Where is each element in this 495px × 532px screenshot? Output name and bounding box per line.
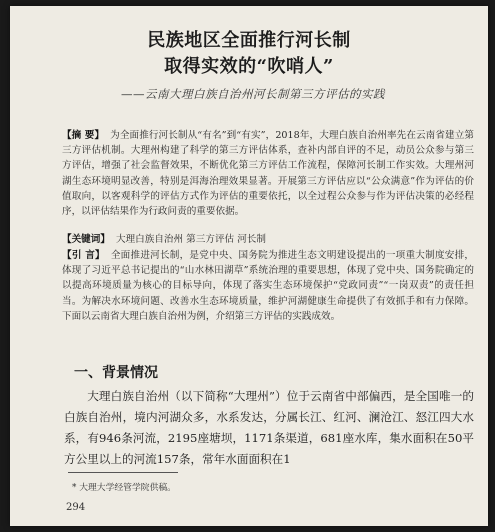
footnote: * 大理大学经管学院供稿。 [72, 483, 176, 493]
document-page [10, 6, 488, 526]
body-paragraph: 大理白族自治州（以下简称“大理州”）位于云南省中部偏西，是全国唯一的白族自治州，境内河湖众多，水系发达，分属长江、红河、澜沧江、怒江四大水系，有946条河流，2195座塘坝，1171条渠道，681座水库，集水面积在50平方公里以上的河流157条，常年水面面积在1 [64, 389, 474, 466]
abstract-text: 为全面推行河长制从“有名”到“有实”，2018年，大理白族自治州率先在云南省建立第三方评估机制。大理州构建了科学的第三方评估体系，查补内部自评的不足，动员公众参与第三方评估，增强了社会监督效果，不断优化第三方评估工作流程，保障河长制工作实效。大理州河湖生态环境明显改善，特别是洱海治理效果显著。开展第三方评估应以“公众满意”作为评估的价值取向，以客观科学的评估方式作为评估的重要依托，以全过程公众参与作为评估决策的必经程序，以评估结果作为行政问责的重要依据。 [62, 130, 474, 218]
footnote-divider [68, 472, 178, 473]
abstract-paragraph [62, 128, 474, 219]
keywords-paragraph [62, 232, 474, 247]
abstract-tag: 【摘 要】 [62, 130, 105, 141]
title-line-1: 民族地区全面推行河长制 [147, 30, 351, 51]
intro-text: 全面推进河长制，是党中央、国务院为推进生态文明建设提出的一项重大制度安排，体现了习近平总书记提出的“山水林田湖草”系统治理的重要思想，体现了党中央、国务院确定的以提高环境质量为核心的目标导向，体现了落实生态环境保护“党政同责”“一岗双责”的责任担当。为解决水环境问题、改善水生态环境质量，维护河湖健康生命提供了有效抓手和有力保障。下面以云南省大理白族自治州为例，介绍第三方评估的实践成效。 [62, 250, 475, 322]
subtitle: ——云南大理白族自治州河长制第三方评估的实践 [121, 87, 385, 101]
keywords-text: 大理白族自治州 第三方评估 河长制 [115, 234, 266, 245]
section-heading: 一、背景情况 [74, 365, 158, 381]
intro-paragraph [62, 248, 474, 324]
intro-tag: 【引 言】 [62, 250, 105, 261]
page-number: 294 [66, 502, 86, 513]
title-line-2: 取得实效的“吹哨人” [164, 56, 334, 77]
keywords-tag: 【关键词】 [62, 234, 110, 245]
